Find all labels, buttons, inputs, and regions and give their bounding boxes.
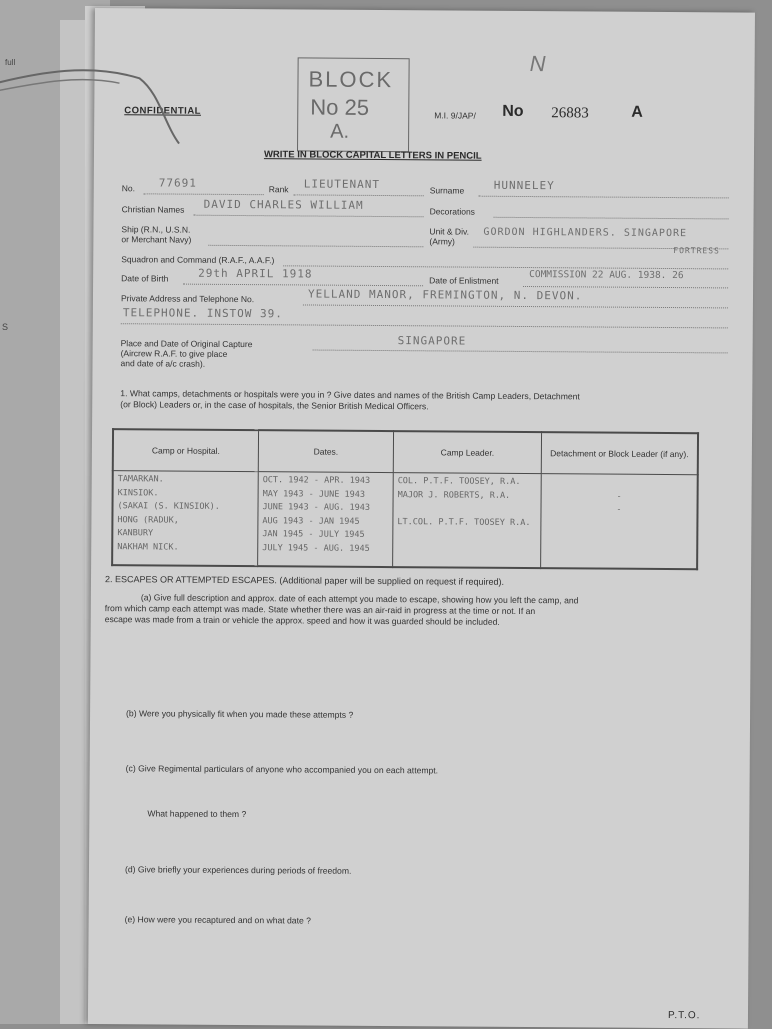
question-1-line-1: 1. What camps, detachments or hospitals were you in ? Give dates and names of the British Camp Leaders, Detachment	[120, 388, 580, 402]
decorations-label: Decorations	[429, 206, 475, 217]
column-header-dates: Dates.	[258, 430, 393, 472]
instruction-heading: WRITE IN BLOCK CAPITAL LETTERS IN PENCIL	[263, 149, 482, 162]
confidential-label: CONFIDENTIAL	[124, 105, 202, 117]
address-value-line-1: YELLAND MANOR, FREMINGTON, N. DEVON.	[307, 287, 583, 303]
christian-names-label: Christian Names	[121, 204, 185, 215]
no-value: 77691	[158, 176, 197, 190]
camps-table	[111, 428, 699, 570]
stamp-line-3: A.	[330, 120, 350, 143]
stamp-line-2: No 25	[310, 94, 370, 120]
column-header-camp: Camp or Hospital.	[113, 429, 259, 472]
detachment-leader-cell: - -	[616, 491, 622, 515]
section-2a-line-3: escape was made from a train or vehicle the approx. speed and how it was guarded should be included.	[104, 614, 500, 627]
question-2c-followup: What happened to them ?	[147, 808, 247, 820]
table-row	[112, 471, 698, 570]
ship-label-line-1: Ship (R.N., U.S.N.	[121, 224, 191, 235]
unit-value-line-1: GORDON HIGHLANDERS. SINGAPORE	[483, 226, 688, 240]
enlistment-label: Date of Enlistment	[429, 275, 499, 286]
section-2a-line-1: (a) Give full description and approx. date of each attempt you made to escape, showing how you left the camp, and	[140, 592, 579, 606]
number-label: No	[502, 102, 524, 120]
capture-value: SINGAPORE	[397, 334, 467, 348]
margin-text-full: full	[5, 58, 16, 67]
dob-value: 29th APRIL 1918	[198, 266, 313, 281]
pto-label: P.T.O.	[667, 1010, 701, 1022]
serial-suffix: A	[631, 103, 643, 121]
unit-label-line-1: Unit & Div.	[429, 226, 470, 237]
handwritten-mark: N	[529, 51, 546, 77]
document-page	[88, 8, 755, 1029]
question-2e: (e) How were you recaptured and on what date ?	[124, 914, 311, 926]
margin-text-s: S	[2, 322, 9, 332]
question-2b: (b) Were you physically fit when you made these attempts ?	[126, 708, 354, 720]
section-2-title: 2. ESCAPES OR ATTEMPTED ESCAPES. (Additional paper will be supplied on request if required).	[104, 574, 505, 587]
unit-label-line-2: (Army)	[429, 236, 455, 247]
question-2c: (c) Give Regimental particulars of anyone who accompanied you on each attempt.	[125, 763, 439, 776]
dob-label: Date of Birth	[121, 273, 169, 284]
dates-cell: OCT. 1942 - APR. 1943 MAY 1943 - JUNE 1943 JUNE 1943 - AUG. 1943 AUG 1943 - JAN 1945 JAN 1945 - JULY 1945 JULY 1945 - AUG. 1945	[258, 472, 394, 567]
no-label: No.	[121, 183, 136, 194]
christian-names-value: DAVID CHARLES WILLIAM	[203, 197, 364, 212]
camp-leader-cell: COL. P.T.F. TOOSEY, R.A. MAJOR J. ROBERTS, R.A. LT.COL. P.T.F. TOOSEY R.A.	[393, 473, 542, 569]
stamp-line-1: BLOCK	[308, 66, 394, 93]
surname-value: HUNNELEY	[493, 178, 555, 193]
squadron-label: Squadron and Command (R.A.F., A.A.F.)	[121, 254, 275, 266]
ship-label-line-2: or Merchant Navy)	[121, 234, 192, 245]
enlistment-value: COMMISSION 22 AUG. 1938. 26	[529, 269, 684, 282]
serial-number: 26883	[551, 105, 589, 122]
rank-value: LIEUTENANT	[303, 177, 381, 191]
unit-value-line-2: FORTRESS	[673, 246, 720, 256]
string-tie	[0, 62, 190, 153]
rank-label: Rank	[268, 184, 289, 195]
surname-label: Surname	[429, 185, 465, 196]
camp-cell: TAMARKAN. KINSIOK. (SAKAI (S. KINSIOK). HONG (RADUK, KANBURY NAKHAM NICK.	[112, 471, 258, 567]
capture-label-line-1: Place and Date of Original Capture	[120, 338, 253, 350]
capture-label-line-3: and date of a/c crash).	[120, 358, 206, 369]
block-stamp	[297, 57, 410, 152]
section-2a-line-2: from which camp each attempt was made. State whether there was an air-raid in progress at the time or not. If an	[104, 603, 536, 617]
capture-label-line-2: (Aircrew R.A.F. to give place	[120, 348, 228, 359]
column-header-camp-leader: Camp Leader.	[393, 431, 541, 474]
column-header-detachment-leader: Detachment or Block Leader (if any).	[541, 432, 698, 475]
address-value-line-2: TELEPHONE. INSTOW 39.	[122, 306, 283, 321]
address-label: Private Address and Telephone No.	[120, 293, 255, 305]
form-code: M.I. 9/JAP/	[434, 110, 476, 121]
question-2d: (d) Give briefly your experiences during periods of freedom.	[124, 864, 352, 876]
question-1-line-2: (or Block) Leaders or, in the case of hospitals, the Senior British Medical Officers.	[120, 399, 429, 412]
table-header-row	[113, 429, 698, 475]
